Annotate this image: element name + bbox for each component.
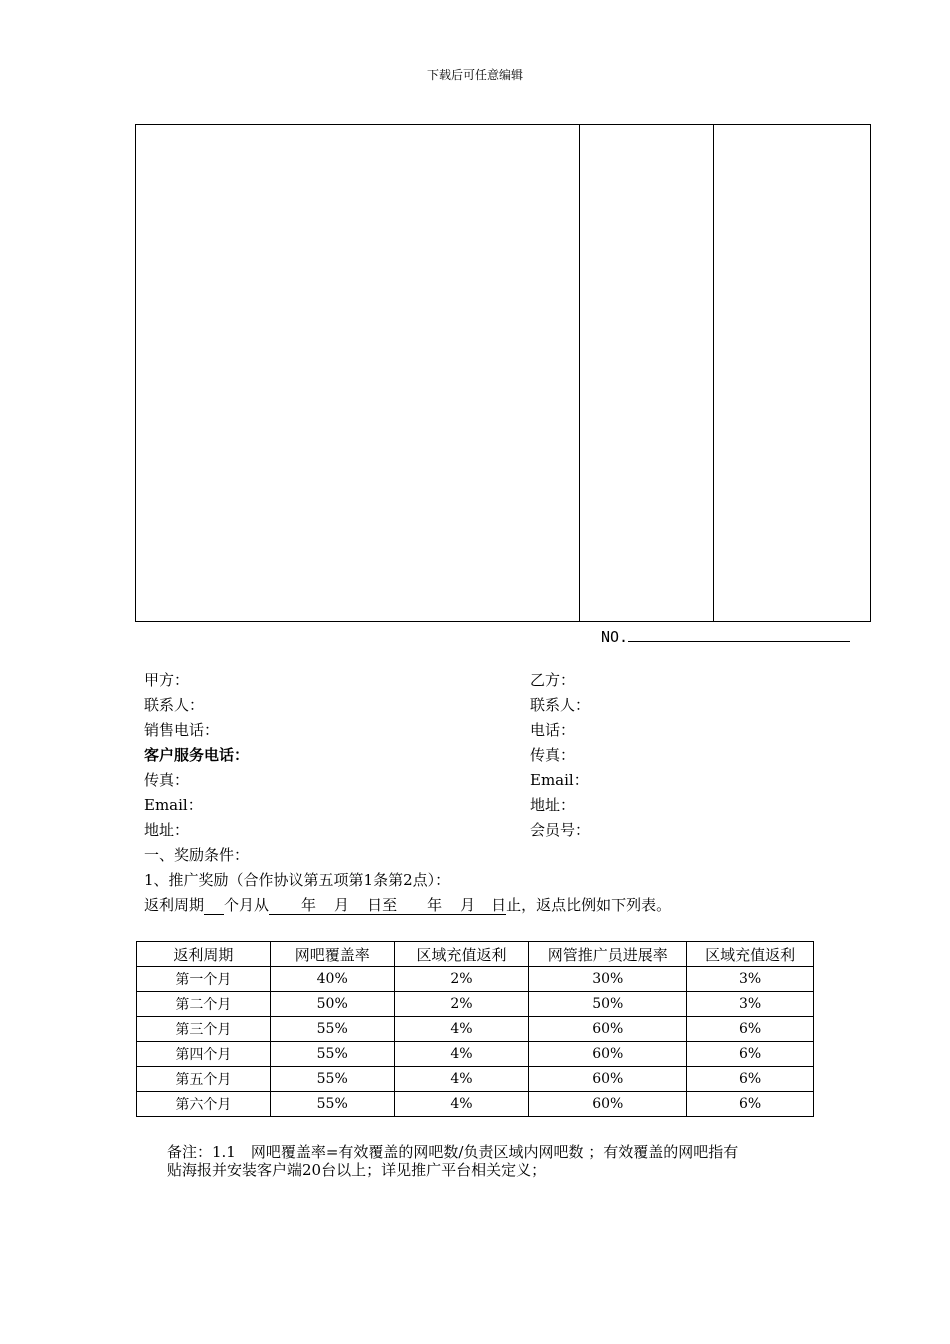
table-cell: 55% [270,1067,394,1092]
table-row [137,1067,814,1092]
table-row [137,1042,814,1067]
header-cell: 网管推广员进展率 [529,942,687,967]
header-cell: 区域充值返利 [394,942,529,967]
table-cell: 第五个月 [137,1067,271,1092]
contract-number-label: NO. [601,628,629,646]
party-a-title: 甲方： [144,671,190,689]
table-cell: 第二个月 [137,992,271,1017]
contract-number-blank[interactable] [628,627,850,642]
table-cell: 2% [394,992,529,1017]
section-title: 一、奖励条件： [144,846,250,864]
party-a-email: Email： [144,796,203,814]
table-cell: 4% [394,1067,529,1092]
table-row [137,1017,814,1042]
table-cell: 4% [394,1042,529,1067]
table-cell: 50% [270,992,394,1017]
header-note: 下载后可任意编辑 [426,68,523,82]
table-cell: 60% [529,1067,687,1092]
table-cell: 60% [529,1017,687,1042]
rebate-table [136,941,814,1117]
table-cell: 4% [394,1017,529,1042]
party-b-phone: 电话： [530,721,576,739]
table-row [137,967,814,992]
table-cell: 55% [270,1017,394,1042]
frame-divider-right [713,125,714,621]
party-a-fax: 传真： [144,771,190,789]
table-row [137,1092,814,1117]
party-b-title: 乙方： [530,671,576,689]
cycle-tail: 止，返点比例如下列表。 [506,896,672,914]
end-month-label: 月 [460,896,476,914]
header-cell: 区域充值返利 [687,942,814,967]
cycle-months-blank[interactable] [204,896,224,915]
table-header-row [137,942,814,967]
table-row [137,992,814,1017]
table-cell: 第三个月 [137,1017,271,1042]
table-cell: 60% [529,1042,687,1067]
table-cell: 6% [687,1067,814,1092]
table-cell: 55% [270,1092,394,1117]
table-cell: 第四个月 [137,1042,271,1067]
contract-number [601,627,850,646]
table-cell: 30% [529,967,687,992]
party-b-email: Email： [530,771,589,789]
party-a-block [144,668,249,843]
table-cell: 40% [270,967,394,992]
header-cell: 网吧覆盖率 [270,942,394,967]
table-cell: 第六个月 [137,1092,271,1117]
remark-line-1: 备注：1.1 网吧覆盖率=有效覆盖的网吧数/负责区域内网吧数 ；有效覆盖的网吧指有 [167,1143,739,1161]
cycle-end-date[interactable] [397,896,506,915]
table-cell: 4% [394,1092,529,1117]
party-a-sales-phone: 销售电话： [144,721,220,739]
cycle-start-date[interactable] [269,896,397,915]
cycle-from-label: 个月从 [224,896,270,914]
table-cell: 3% [687,967,814,992]
table-cell: 6% [687,1092,814,1117]
party-b-address: 地址： [530,796,576,814]
start-day-label: 日至 [367,896,398,914]
party-b-contact: 联系人： [530,696,591,714]
item-title: 1、推广奖励（合作协议第五项第1条第2点）： [144,871,451,889]
party-a-address: 地址： [144,821,190,839]
table-cell: 第一个月 [137,967,271,992]
start-year-label: 年 [301,896,317,914]
table-cell: 50% [529,992,687,1017]
party-b-block [530,668,590,843]
cycle-line [144,893,671,918]
table-cell: 6% [687,1017,814,1042]
cycle-label: 返利周期 [144,896,205,914]
end-year-label: 年 [427,896,443,914]
start-month-label: 月 [334,896,350,914]
table-cell: 3% [687,992,814,1017]
header-frame [135,124,871,622]
header-cell: 返利周期 [137,942,271,967]
party-a-contact: 联系人： [144,696,205,714]
remark-note [167,1143,807,1179]
table-cell: 60% [529,1092,687,1117]
party-b-member-no: 会员号： [530,821,591,839]
party-b-fax: 传真： [530,746,576,764]
table-cell: 55% [270,1042,394,1067]
end-day-label: 日 [491,896,507,914]
table-cell: 6% [687,1042,814,1067]
party-a-service-phone: 客户服务电话： [144,746,250,764]
remark-line-2: 贴海报并安装客户端20台以上；详见推广平台相关定义； [167,1161,547,1179]
frame-divider-left [579,125,580,621]
table-cell: 2% [394,967,529,992]
